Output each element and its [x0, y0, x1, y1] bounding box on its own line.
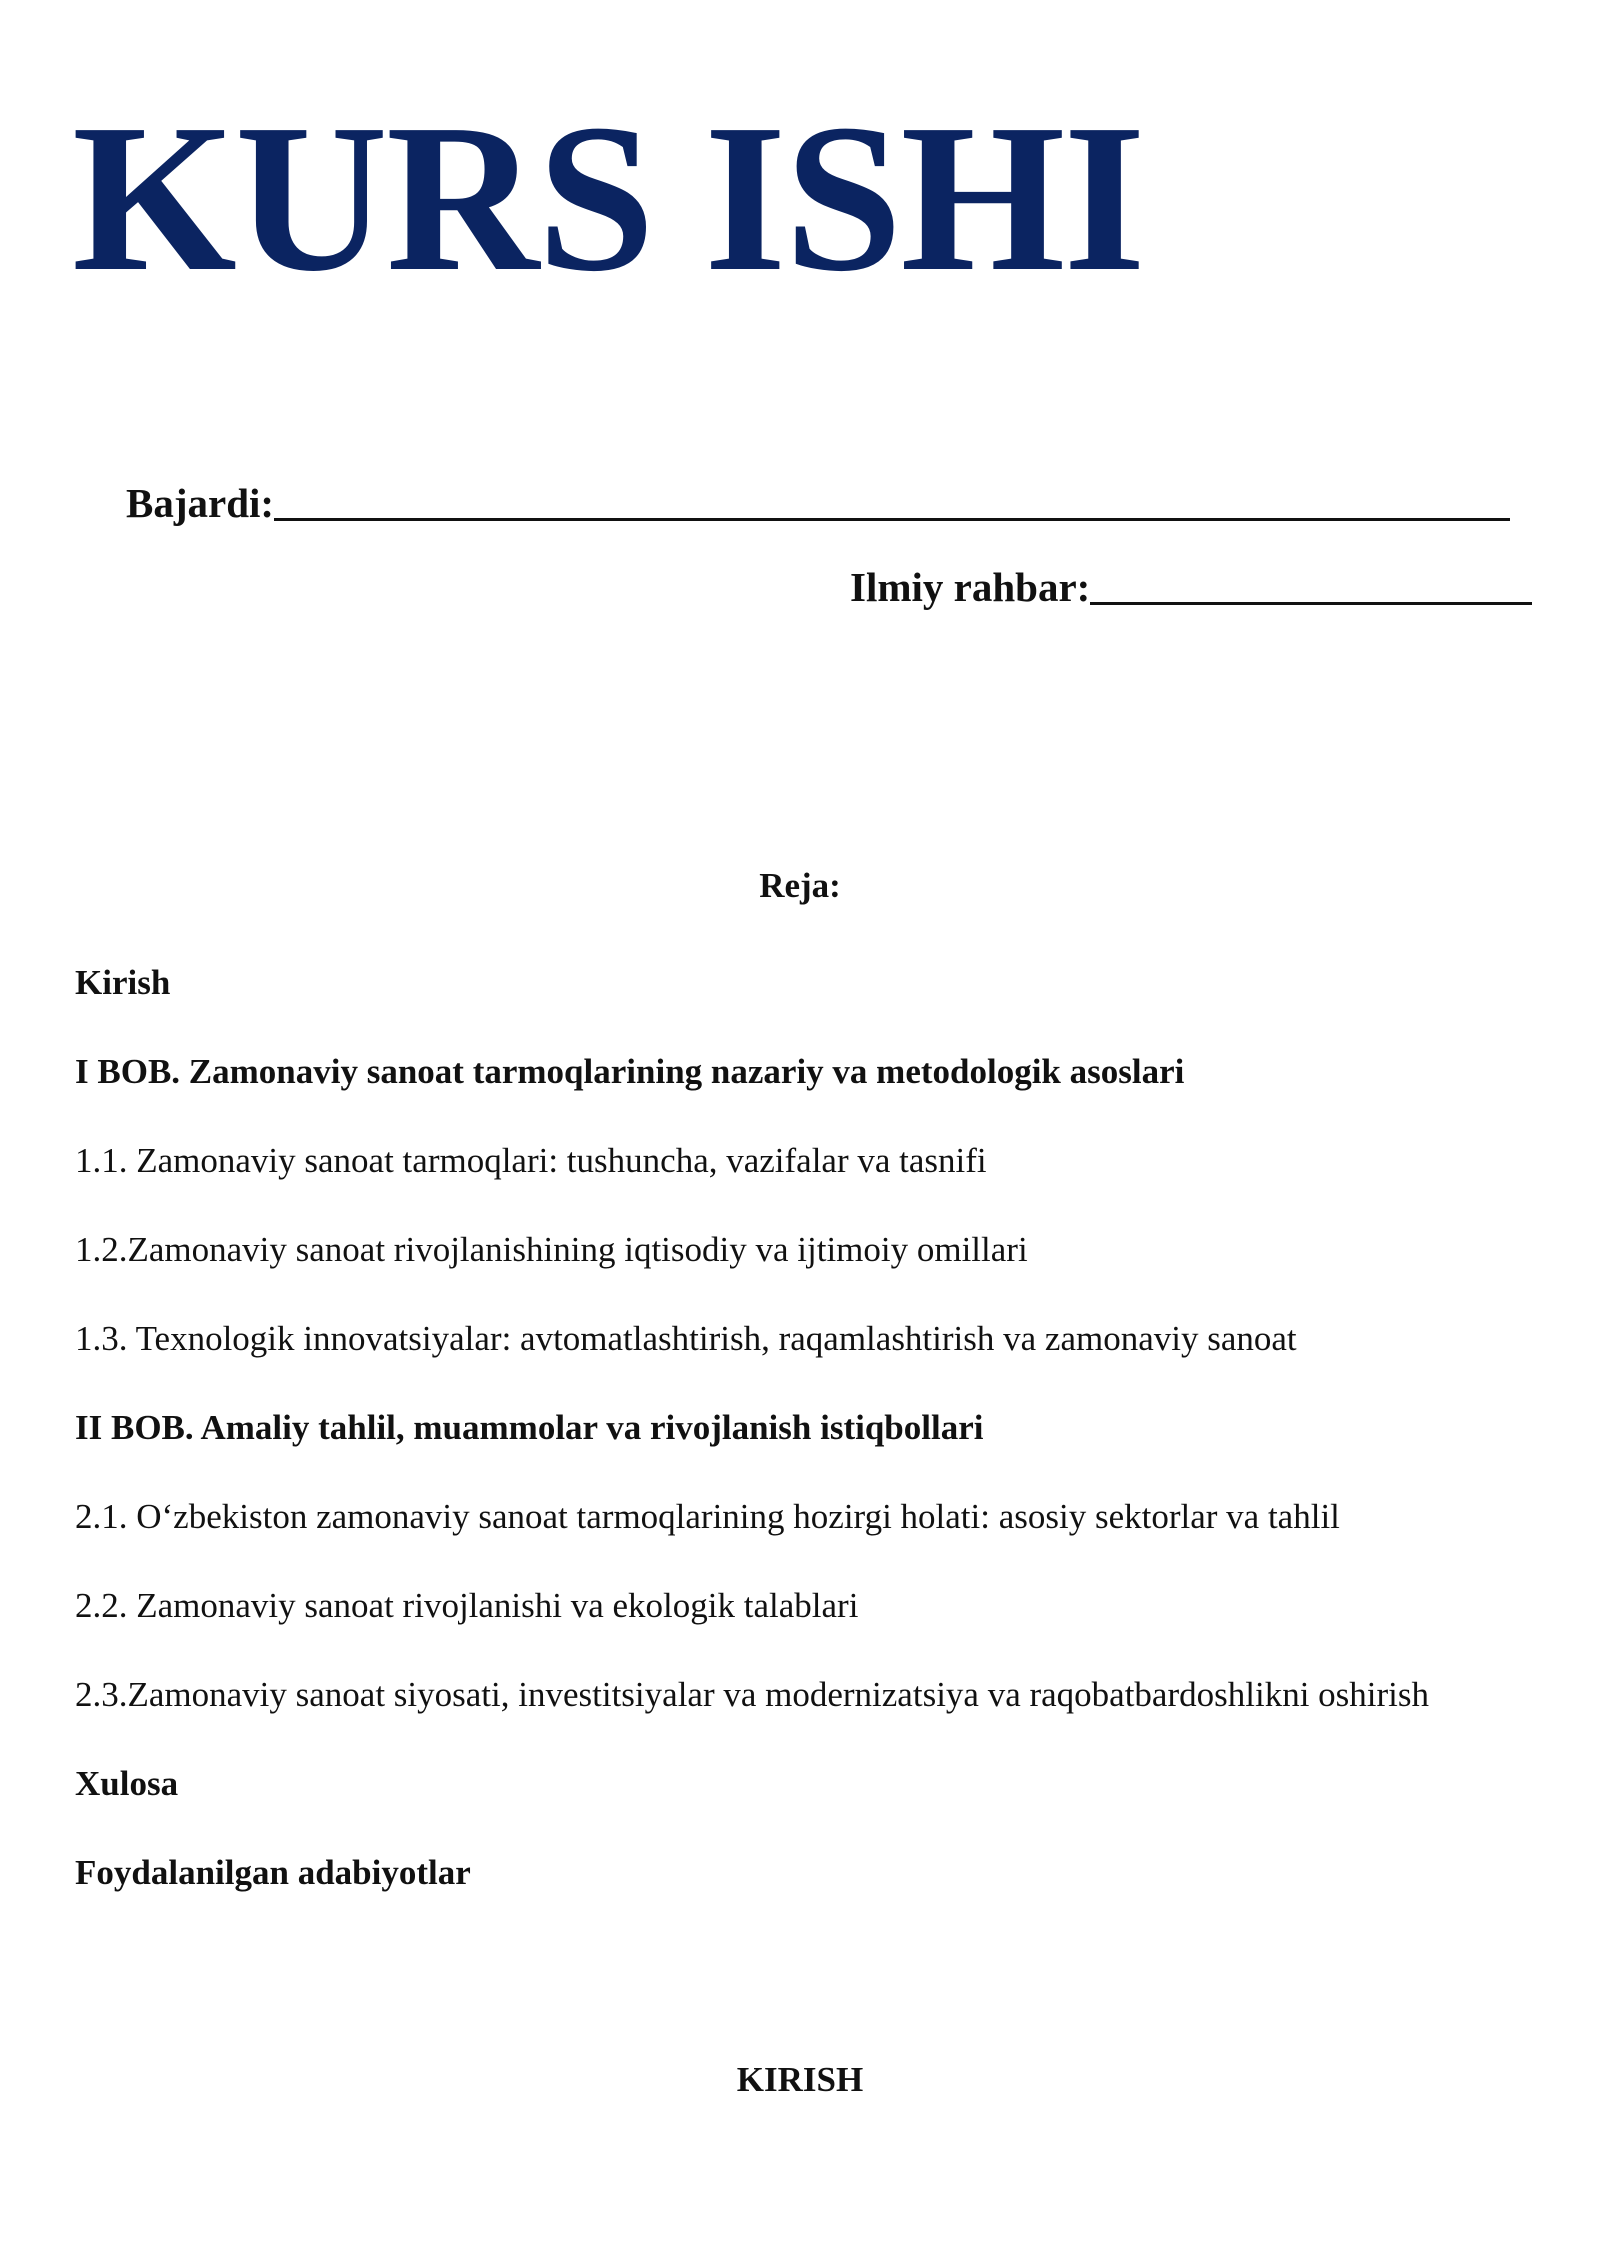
toc-item: 1.3. Texnologik innovatsiyalar: avtomatlashtirish, raqamlashtirish va zamonaviy sanoat [75, 1319, 1297, 1358]
toc-item: Kirish [75, 963, 171, 1002]
bajardi-blank-line [274, 478, 1510, 521]
toc-item: 2.2. Zamonaviy sanoat rivojlanishi va ekologik talablari [75, 1586, 859, 1625]
toc-item: I BOB. Zamonaviy sanoat tarmoqlarining nazariy va metodologik asoslari [75, 1052, 1185, 1091]
ilmiy-rahbar-label: Ilmiy rahbar: [850, 564, 1091, 610]
toc-item: Foydalanilgan adabiyotlar [75, 1853, 471, 1892]
bajardi-label: Bajardi: [126, 480, 275, 526]
ilmiy-rahbar-field [850, 562, 1532, 611]
toc-item: 1.2.Zamonaviy sanoat rivojlanishining iqtisodiy va ijtimoiy omillari [75, 1230, 1028, 1269]
section-heading-kirish: KIRISH [736, 2060, 864, 2099]
table-of-contents [75, 955, 1475, 1934]
plan-heading: Reja: [759, 866, 841, 905]
toc-item: 2.3.Zamonaviy sanoat siyosati, investitsiyalar va modernizatsiya va raqobatbardoshlikni oshirish [75, 1675, 1430, 1714]
document-title: KURS ISHI [72, 80, 1144, 315]
ilmiy-rahbar-blank-line [1090, 562, 1532, 605]
bajardi-field [126, 478, 1510, 527]
toc-item: Xulosa [75, 1764, 179, 1803]
toc-item: II BOB. Amaliy tahlil, muammolar va rivojlanish istiqbollari [75, 1408, 984, 1447]
toc-item: 2.1. O‘zbekiston zamonaviy sanoat tarmoqlarining hozirgi holati: asosiy sektorlar va tahlil [75, 1497, 1340, 1536]
toc-item: 1.1. Zamonaviy sanoat tarmoqlari: tushuncha, vazifalar va tasnifi [75, 1141, 987, 1180]
